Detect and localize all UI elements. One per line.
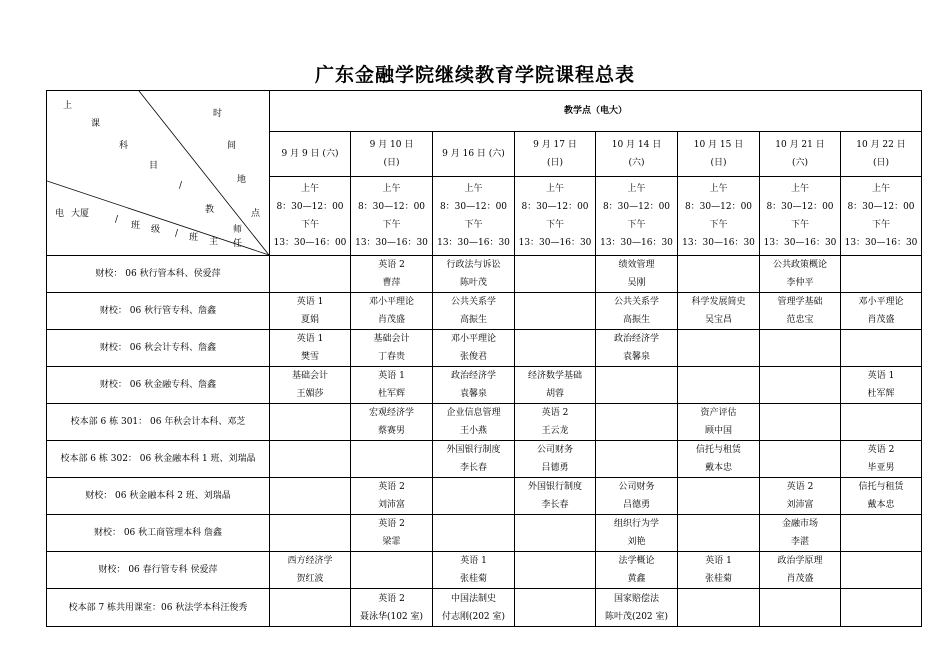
course-name: 基础会计 (291, 371, 328, 381)
course-name: 资产评估 (700, 408, 737, 418)
course-cell (678, 404, 760, 441)
corner-word: 任 (233, 239, 243, 249)
teacher-name: 陈叶茂(202 室) (604, 611, 669, 622)
class-label: 校本部 6 栋 301： 06 年秋会计本科、邓芝 (47, 404, 270, 441)
teacher-name: 肖茂盛 (867, 315, 895, 325)
date-text: 9 月 10 日 (369, 139, 414, 150)
pm-time: 13：30—16：30 (844, 237, 918, 248)
am-label: 上午 (300, 183, 319, 194)
class-label: 校本部 7 栋共用课室：06 秋法学本科汪俊秀 (47, 589, 270, 627)
course-cell (841, 478, 922, 515)
date-cell (596, 131, 678, 176)
corner-word: 点 (251, 209, 261, 219)
pm-label: 下午 (871, 219, 890, 230)
teacher-name: 肖茂盛 (786, 574, 814, 584)
course-name: 邓小平理论 (858, 297, 904, 307)
course-cell (270, 330, 351, 367)
course-cell (270, 552, 351, 589)
pm-time: 13：30—16：30 (355, 237, 428, 248)
teacher-name: 吴宝昌 (704, 315, 732, 325)
teacher-name: 李仲平 (786, 278, 814, 288)
teacher-name: 梁霏 (382, 537, 401, 547)
course-cell (433, 404, 515, 441)
header-corner-cell (47, 91, 270, 256)
am-label: 上午 (790, 183, 809, 194)
date-cell (841, 131, 922, 176)
course-cell (270, 441, 351, 478)
corner-word: 教 (205, 205, 215, 215)
course-cell (433, 552, 515, 589)
time-slot-cell (270, 176, 351, 255)
am-time: 8：30—12：00 (276, 201, 344, 212)
date-text: 10 月 21 日 (775, 139, 825, 150)
teacher-name: 夏娟 (300, 315, 319, 325)
course-name: 英语 1 (867, 371, 895, 381)
course-cell (841, 441, 922, 478)
teacher-name: 刘艳 (627, 537, 646, 547)
course-cell (678, 515, 760, 552)
course-name: 行政法与诉讼 (446, 260, 501, 270)
course-cell (515, 478, 596, 515)
table-row (47, 256, 922, 293)
course-name: 政治经济学 (613, 334, 659, 344)
course-cell (270, 404, 351, 441)
course-name: 英语 2 (378, 593, 405, 604)
teacher-name: 吕德勇 (622, 500, 650, 510)
course-cell (270, 478, 351, 515)
course-cell (515, 515, 596, 552)
pm-time: 13：30—16：30 (437, 237, 510, 248)
course-cell (351, 589, 433, 627)
time-slot-cell (841, 176, 922, 255)
teacher-name: 袁馨泉 (459, 389, 487, 399)
teacher-name: 曹萍 (382, 278, 401, 288)
course-name: 英语 2 (541, 408, 569, 418)
course-cell (433, 293, 515, 330)
class-label: 财校： 06 春行管专科 侯爱萍 (47, 552, 270, 589)
course-cell (841, 589, 922, 627)
course-name: 管理学基础 (777, 297, 823, 307)
am-time: 8：30—12：00 (766, 201, 834, 212)
course-cell (515, 256, 596, 293)
corner-word: 电 (55, 209, 65, 219)
am-label: 上午 (464, 183, 483, 194)
teacher-name: 张桂菊 (704, 574, 732, 584)
corner-word: 主 (209, 237, 219, 247)
am-time: 8：30—12：00 (847, 201, 915, 212)
course-cell (351, 515, 433, 552)
course-cell (270, 515, 351, 552)
pm-time: 13：30—16：30 (763, 237, 837, 248)
course-name: 外国银行制度 (527, 482, 582, 492)
course-cell (841, 256, 922, 293)
course-cell (351, 552, 433, 589)
pm-label: 下午 (382, 219, 401, 230)
corner-word: 班 (189, 233, 199, 243)
course-cell (678, 330, 760, 367)
course-cell (678, 293, 760, 330)
teacher-name: 高振生 (622, 315, 650, 325)
date-text: (六) (628, 157, 645, 168)
course-name: 经济数学基础 (527, 371, 582, 381)
corner-word: 大厦 (71, 209, 90, 219)
course-cell (515, 552, 596, 589)
date-cell (351, 131, 433, 176)
course-cell (515, 293, 596, 330)
class-label: 财校： 06 秋金融专科、詹鑫 (47, 367, 270, 404)
course-cell (678, 367, 760, 404)
course-cell (760, 404, 841, 441)
table-row (47, 367, 922, 404)
course-cell (678, 478, 760, 515)
teacher-name: 李长春 (541, 500, 569, 510)
course-cell (760, 256, 841, 293)
teacher-name: 吴刚 (627, 278, 646, 288)
time-slot-cell (760, 176, 841, 255)
course-name: 英语 1 (296, 334, 324, 344)
course-name: 公共政策概论 (772, 260, 827, 270)
course-cell (433, 478, 515, 515)
teacher-name: 胡蓉 (545, 389, 564, 399)
date-text: (日) (546, 157, 564, 168)
corner-word: 上 (63, 101, 73, 111)
date-cell (678, 131, 760, 176)
course-name: 金融市场 (781, 519, 818, 529)
course-cell (270, 293, 351, 330)
teacher-name: 高振生 (459, 315, 487, 325)
teacher-name: 王媚莎 (296, 389, 324, 399)
course-cell (841, 293, 922, 330)
course-name: 信托与租赁 (858, 482, 904, 492)
teacher-name: 刘沛富 (786, 500, 814, 510)
teacher-name: 顾中国 (704, 426, 732, 436)
am-label: 上午 (627, 183, 646, 194)
course-name: 信托与租赁 (695, 445, 741, 455)
class-label: 财校： 06 秋金融本科 2 班、刘瑞晶 (47, 478, 270, 515)
course-cell (433, 367, 515, 404)
course-name: 公司财务 (536, 445, 573, 455)
corner-word: 班 (131, 221, 141, 231)
corner-word: 间 (227, 141, 237, 151)
am-time: 8：30—12：00 (602, 201, 671, 212)
course-cell (596, 552, 678, 589)
course-cell (760, 330, 841, 367)
teacher-name: 王云龙 (541, 426, 569, 436)
course-cell (351, 367, 433, 404)
am-label: 上午 (382, 183, 401, 194)
teacher-name: 张俊君 (459, 352, 487, 362)
course-cell (433, 515, 515, 552)
course-cell (760, 589, 841, 627)
course-cell (270, 589, 351, 627)
course-cell (596, 256, 678, 293)
course-name: 英语 2 (378, 260, 405, 270)
pm-time: 13：30—16：30 (600, 237, 673, 248)
am-label: 上午 (545, 183, 564, 194)
class-label: 财校： 06 秋行管本科、侯爱萍 (47, 256, 270, 293)
schedule-sheet (46, 90, 922, 627)
date-text: 9 月 9 日 (六) (281, 148, 339, 159)
table-row (47, 330, 922, 367)
course-name: 国家赔偿法 (613, 593, 659, 604)
course-cell (433, 330, 515, 367)
course-name: 西方经济学 (287, 556, 333, 566)
course-name: 政治学原理 (777, 556, 823, 566)
course-cell (841, 367, 922, 404)
am-time: 8：30—12：00 (439, 201, 508, 212)
course-cell (678, 256, 760, 293)
pm-label: 下午 (709, 219, 728, 230)
course-cell (841, 404, 922, 441)
course-cell (351, 441, 433, 478)
course-cell (351, 293, 433, 330)
course-cell (515, 441, 596, 478)
date-cell (760, 131, 841, 176)
class-label: 财校： 06 秋会计专科、詹鑫 (47, 330, 270, 367)
teaching-point-header: 教学点（电大） (270, 91, 922, 132)
course-cell (760, 552, 841, 589)
teacher-name: 毕亚男 (867, 463, 895, 473)
course-name: 邓小平理论 (368, 297, 414, 307)
course-name: 英语 2 (786, 482, 814, 492)
course-name: 公共关系学 (613, 297, 659, 307)
corner-word: 地 (237, 175, 247, 185)
date-cell (270, 131, 351, 176)
course-cell (760, 478, 841, 515)
course-cell (596, 589, 678, 627)
corner-word: 级 (151, 225, 161, 235)
time-slot-cell (678, 176, 760, 255)
teacher-name: 李长春 (459, 463, 487, 473)
class-label: 财校： 06 秋行管专科、詹鑫 (47, 293, 270, 330)
course-cell (351, 404, 433, 441)
corner-word: 师 (233, 225, 243, 235)
course-name: 公司财务 (618, 482, 655, 492)
date-cell (433, 131, 515, 176)
course-name: 邓小平理论 (450, 334, 496, 344)
time-slot-cell (596, 176, 678, 255)
course-cell (433, 441, 515, 478)
course-cell (760, 293, 841, 330)
course-cell (351, 478, 433, 515)
table-row (47, 441, 922, 478)
teacher-name: 戴本忠 (704, 463, 732, 473)
course-name: 英语 2 (378, 482, 405, 492)
course-name: 英语 1 (296, 297, 324, 307)
am-time: 8：30—12：00 (357, 201, 426, 212)
pm-label: 下午 (627, 219, 646, 230)
course-cell (760, 367, 841, 404)
pm-time: 13：30—16：30 (682, 237, 755, 248)
teacher-name: 贺红波 (296, 574, 324, 584)
teacher-name: 刘沛富 (377, 500, 405, 510)
course-cell (433, 589, 515, 627)
class-label: 财校： 06 秋工商管理本科 詹鑫 (47, 515, 270, 552)
course-cell (270, 256, 351, 293)
corner-word: 课 (91, 119, 101, 129)
course-cell (678, 441, 760, 478)
course-cell (351, 256, 433, 293)
teacher-name: 黄鑫 (627, 574, 646, 584)
pm-time: 13：30—16：00 (273, 237, 347, 248)
table-row (47, 404, 922, 441)
course-cell (678, 552, 760, 589)
teacher-name: 肖茂盛 (377, 315, 405, 325)
pm-label: 下午 (300, 219, 319, 230)
course-cell (515, 330, 596, 367)
table-row (47, 589, 922, 627)
course-cell (351, 330, 433, 367)
course-cell (760, 515, 841, 552)
course-name: 科学发展简史 (691, 297, 746, 307)
teacher-name: 樊雪 (300, 352, 319, 362)
course-cell (596, 404, 678, 441)
course-cell (596, 293, 678, 330)
course-name: 英语 1 (378, 371, 405, 381)
teacher-name: 王小燕 (459, 426, 487, 436)
course-cell (841, 515, 922, 552)
time-slot-cell (433, 176, 515, 255)
course-name: 组织行为学 (613, 519, 659, 529)
teacher-name: 聂泳华(102 室) (359, 611, 424, 622)
course-cell (515, 404, 596, 441)
course-name: 外国银行制度 (446, 445, 501, 455)
teacher-name: 杜军辉 (867, 389, 895, 399)
corner-word: 科 (119, 141, 129, 151)
teacher-name: 范忠宝 (786, 315, 814, 325)
page-title: 广东金融学院继续教育学院课程总表 (314, 64, 635, 86)
table-row (47, 552, 922, 589)
time-slot-cell (515, 176, 596, 255)
date-text: (日) (383, 157, 400, 168)
date-text: (六) (791, 157, 809, 168)
course-cell (841, 552, 922, 589)
teacher-name: 蔡赛男 (377, 426, 405, 436)
course-cell (596, 441, 678, 478)
corner-word: 目 (149, 161, 159, 171)
teacher-name: 李湛 (790, 537, 809, 547)
am-time: 8：30—12：00 (684, 201, 753, 212)
course-cell (515, 589, 596, 627)
course-cell (270, 367, 351, 404)
course-name: 宏观经济学 (368, 408, 414, 418)
teacher-name: 戴本忠 (867, 500, 895, 510)
am-label: 上午 (709, 183, 728, 194)
class-label: 校本部 6 栋 302： 06 秋金融本科 1 班、刘瑞晶 (47, 441, 270, 478)
time-slot-cell (351, 176, 433, 255)
course-cell (515, 367, 596, 404)
course-cell (760, 441, 841, 478)
teacher-name: 丁春贵 (377, 352, 405, 362)
course-name: 英语 1 (705, 556, 732, 566)
corner-word: / (179, 181, 183, 191)
teacher-name: 张桂菊 (459, 574, 487, 584)
table-row (47, 293, 922, 330)
course-cell (596, 367, 678, 404)
pm-label: 下午 (790, 219, 809, 230)
date-text: (日) (872, 157, 890, 168)
course-name: 法学概论 (618, 556, 655, 566)
date-text: 10 月 22 日 (856, 139, 906, 150)
teacher-name: 袁馨泉 (622, 352, 650, 362)
course-cell (841, 330, 922, 367)
date-cell (515, 131, 596, 176)
date-text: (日) (710, 157, 727, 168)
schedule-table (46, 90, 922, 627)
table-row (47, 515, 922, 552)
course-cell (596, 330, 678, 367)
teacher-name: 付志刚(202 室) (441, 611, 506, 622)
course-name: 绩效管理 (618, 260, 655, 270)
course-name: 基础会计 (373, 334, 410, 344)
course-name: 中国法制史 (450, 593, 496, 604)
pm-label: 下午 (545, 219, 564, 230)
corner-word: / (115, 215, 119, 225)
course-name: 企业信息管理 (446, 408, 501, 418)
pm-time: 13：30—16：30 (518, 237, 592, 248)
course-cell (678, 589, 760, 627)
table-row (47, 478, 922, 515)
corner-word: / (175, 229, 179, 239)
course-name: 公共关系学 (450, 297, 496, 307)
course-cell (596, 515, 678, 552)
pm-label: 下午 (464, 219, 483, 230)
course-cell (596, 478, 678, 515)
date-text: 10 月 14 日 (611, 139, 662, 150)
course-name: 英语 2 (378, 519, 405, 529)
am-time: 8：30—12：00 (521, 201, 589, 212)
course-cell (433, 256, 515, 293)
date-text: 10 月 15 日 (693, 139, 744, 150)
course-name: 政治经济学 (450, 371, 496, 381)
course-name: 英语 2 (867, 445, 895, 455)
date-text: 9 月 17 日 (533, 139, 577, 150)
teacher-name: 吕德勇 (541, 463, 569, 473)
am-label: 上午 (871, 183, 890, 194)
course-name: 英语 1 (460, 556, 487, 566)
teacher-name: 杜军辉 (377, 389, 405, 399)
corner-word: 时 (213, 109, 223, 119)
date-text: 9 月 16 日 (六) (442, 148, 505, 159)
teacher-name: 陈叶茂 (459, 278, 487, 288)
